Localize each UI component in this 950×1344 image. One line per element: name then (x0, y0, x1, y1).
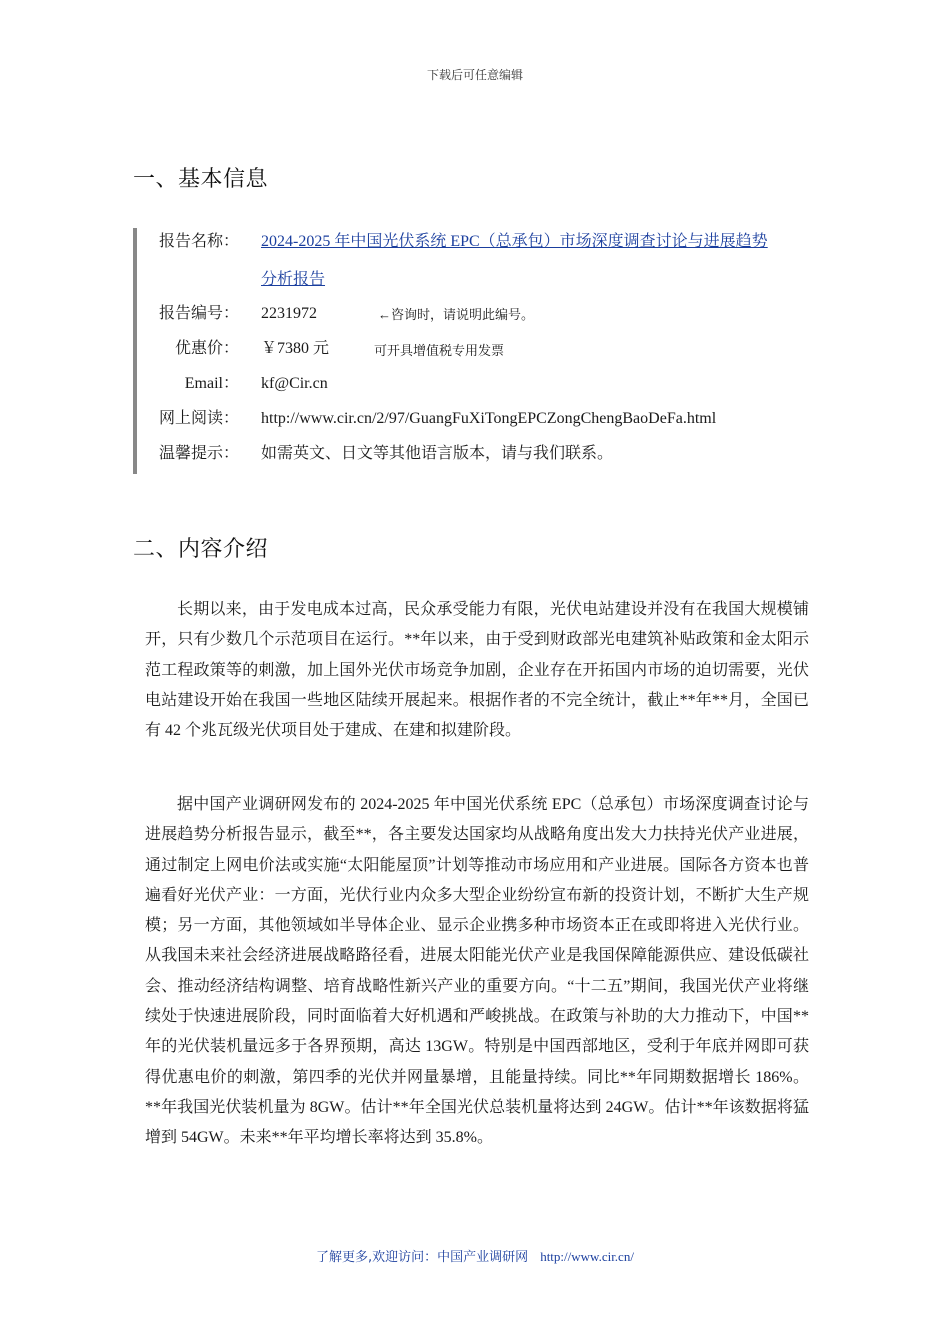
email-value[interactable]: kf@Cir.cn (261, 375, 328, 392)
footer-link[interactable]: http://www.cir.cn/ (540, 1249, 634, 1264)
section-title-content: 二、内容介绍 (133, 537, 269, 562)
report-name-link-line2[interactable]: 分析报告 (261, 271, 326, 288)
report-name-label: 报告名称： (158, 233, 239, 250)
price-value: ￥7380 元 (261, 340, 330, 357)
email-label: Email： (184, 375, 239, 392)
report-code-note (378, 305, 534, 325)
content-paragraph-2: 据中国产业调研网发布的 2024-2025 年中国光伏系统 EPC（总承包）市场深度调查讨论与进展趋势分析报告显示，截至**，各主要发达国家均从战略角度出发大力扶持光伏产业进展，通过制定上网电价法或实施“太阳能屋顶”计划等推动市场应用和产业进展。国际各方资本也普遍看好光伏产业：一方面，光伏行业内众多大型企业纷纷宣布新的投资计划，不断扩大生产规模；另一方面，其他领域如半导体企业、显示企业携多种市场资本正在或即将进入光伏行业。从我国未来社会经济进展战略路径看，进展太阳能光伏产业是我国保障能源供应、建设低碳社会、推动经济结构调整、培育战略性新兴产业的重要方向。“十二五”期间，我国光伏产业将继续处于快速进展阶段，同时面临着大好机遇和严峻挑战。在政策与补助的大力推动下，中国**年的光伏装机量远多于各界预期，高达 13GW。特别是中国西部地区，受利于年底并网即可获得优惠电价的刺激，第四季的光伏并网量暴增，且能量持续。同比**年同期数据增长 186%。**年我国光伏装机量为 8GW。估计**年全国光伏总装机量将达到 24GW。估计**年该数据将猛增到 54GW。未来**年平均增长率将达到 35.8%。 (145, 796, 809, 1147)
tip-value: 如需英文、日文等其他语言版本，请与我们联系。 (261, 445, 614, 462)
info-block (133, 228, 827, 474)
price-note: 可开具增值税专用发票 (374, 343, 505, 358)
page-footer (0, 1246, 950, 1265)
page-header: 下载后可任意编辑 (426, 68, 523, 82)
report-code-note-text: 咨询时，请说明此编号。 (391, 307, 535, 322)
tip-label: 温馨提示： (158, 445, 239, 462)
price-label: 优惠价： (174, 340, 239, 357)
online-url[interactable]: http://www.cir.cn/2/97/GuangFuXiTongEPCZongChengBaoDeFa.html (261, 410, 717, 427)
report-name-link-line1[interactable]: 2024-2025 年中国光伏系统 EPC（总承包）市场深度调查讨论与进展趋势 (261, 233, 768, 250)
report-code-label: 报告编号： (158, 305, 239, 322)
report-code-value: 2231972 (261, 305, 317, 322)
online-label: 网上阅读： (158, 410, 239, 427)
footer-text: 了解更多,欢迎访问：中国产业调研网 (316, 1250, 529, 1265)
left-arrow-icon: ← (378, 307, 391, 322)
section-title-basic-info: 一、基本信息 (133, 167, 269, 192)
content-paragraph-1: 长期以来，由于发电成本过高，民众承受能力有限，光伏电站建设并没有在我国大规模铺开，只有少数几个示范项目在运行。**年以来，由于受到财政部光电建筑补贴政策和金太阳示范工程政策等的刺激，加上国外光伏市场竞争加剧，企业存在开拓国内市场的迫切需要，光伏电站建设开始在我国一些地区陆续开展起来。根据作者的不完全统计，截止**年**月，全国已有 42 个兆瓦级光伏项目处于建成、在建和拟建阶段。 (145, 601, 809, 740)
